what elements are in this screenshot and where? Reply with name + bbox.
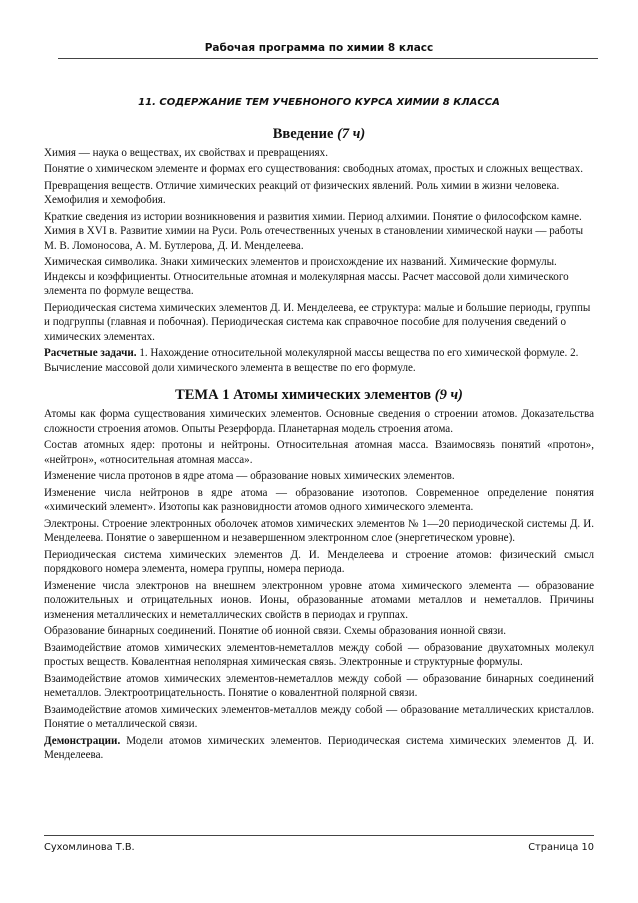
tema1-paragraph: Взаимодействие атомов химических элементов-неметаллов между собой — образование бинарных соединений неметаллов. Электроотрицательность. Понятие о ковалентной полярной связи.: [44, 672, 594, 699]
footer-divider: [44, 835, 594, 836]
intro-paragraph: Периодическая система химических элементов Д. И. Менделеева, ее структура: малые и большие периоды, группы и подгруппы (главная и побочная). Периодическая система как справочное пособие для получения сведений о химических элементах.: [44, 301, 591, 343]
footer-author: Сухомлинова Т.В.: [44, 842, 135, 853]
intro-hours: (7 ч): [337, 125, 366, 142]
tema1-paragraph: Изменение числа электронов на внешнем электронном уровне атома химического элемента — образование положительных и отрицательных ионов. Ионы, образованные атомами металлов и неметаллов. Причины изменения металлических и неметаллических свойств в периодах и группах.: [44, 579, 594, 621]
tema1-paragraph: Состав атомных ядер: протоны и нейтроны. Относительная атомная масса. Взаимосвязь понятий «протон», «нейтрон», «относительная атомная масса».: [44, 439, 594, 466]
tema1-paragraph: Электроны. Строение электронных оболочек атомов химических элементов № 1—20 периодической системы Д. И. Менделеева. Понятие о завершенном и незавершенном электронном слое (энергетическом уровне).: [44, 517, 594, 544]
footer-page-number: Страница 10: [528, 842, 594, 853]
intro-paragraph: Краткие сведения из истории возникновения и развития химии. Период алхимии. Понятие о философском камне. Химия в XVI в. Развитие химии на Руси. Роль отечественных ученых в становлении химической науки — работы М. В. Ломоносова, А. М. Бутлерова, Д. И. Менделеева.: [44, 210, 584, 252]
section-heading: 11. СОДЕРЖАНИЕ ТЕМ УЧЕБНОНОГО КУРСА ХИМИИ 8 КЛАССА: [138, 97, 500, 108]
demo-paragraph: [44, 734, 594, 763]
intro-paragraph: Превращения веществ. Отличие химических реакций от физических явлений. Роль химии в жизни человека. Хемофилия и хемофобия.: [44, 179, 560, 206]
tasks-text: 1. Нахождение относительной молекулярной массы вещества по его химической формуле. 2. Вычисление массовой доли химического элемента в веществе по его формуле.: [44, 347, 579, 374]
tasks-paragraph: [44, 346, 594, 375]
tasks-label: Расчетные задачи.: [44, 347, 137, 359]
tema1-paragraph: Изменение числа нейтронов в ядре атома — образование изотопов. Современное определение понятия «химический элемент». Изотопы как разновидности атомов одного химического элемента.: [44, 486, 594, 513]
tema1-paragraph: Изменение числа протонов в ядре атома — образование новых химических элементов.: [44, 470, 455, 482]
demo-label: Демонстрации.: [44, 734, 121, 747]
tema1-paragraph: Атомы как форма существования химических элементов. Основные сведения о строении атомов. Доказательства сложности строения атомов. Опыты Резерфорда. Планетарная модель строения атома.: [44, 408, 594, 435]
running-header: Рабочая программа по химии 8 класс: [204, 42, 434, 54]
intro-title: [44, 125, 594, 143]
tema1-paragraph: Образование бинарных соединений. Понятие об ионной связи. Схемы образования ионной связи.: [44, 625, 507, 637]
intro-paragraph: Химия — наука о веществах, их свойствах и превращениях.: [44, 146, 328, 159]
tema1-paragraph: Взаимодействие атомов химических элементов-неметаллов между собой — образование двухатомных молекул простых веществ. Ковалентная неполярная химическая связь. Электронные и структурные формулы.: [44, 641, 594, 668]
intro-title-text: Введение: [272, 125, 334, 142]
page-content: [44, 96, 594, 765]
tema1-title-text: ТЕМА 1 Атомы химических элементов: [175, 387, 432, 403]
tema1-paragraph: Периодическая система химических элементов Д. И. Менделеева и строение атомов: физический смысл порядкового номера элемента, номера группы, номера периода.: [44, 548, 594, 575]
header-divider: [58, 58, 598, 59]
intro-paragraph: Понятие о химическом элементе и формах его существования: свободных атомах, простых и сложных веществах.: [44, 163, 583, 175]
tema1-paragraph: Взаимодействие атомов химических элементов-металлов между собой — образование металлических кристаллов. Понятие о металлической связи.: [44, 703, 594, 730]
tema1-title: [44, 386, 594, 404]
intro-paragraph: Химическая символика. Знаки химических элементов и происхождение их названий. Химические формулы. Индексы и коэффициенты. Относительные атомная и молекулярная массы. Расчет массовой доли химического элемента по формуле вещества.: [44, 256, 569, 297]
demo-text: Модели атомов химических элементов. Периодическая система химических элементов Д. И. Менделеева.: [44, 734, 594, 761]
tema1-hours: (9 ч): [434, 387, 463, 403]
